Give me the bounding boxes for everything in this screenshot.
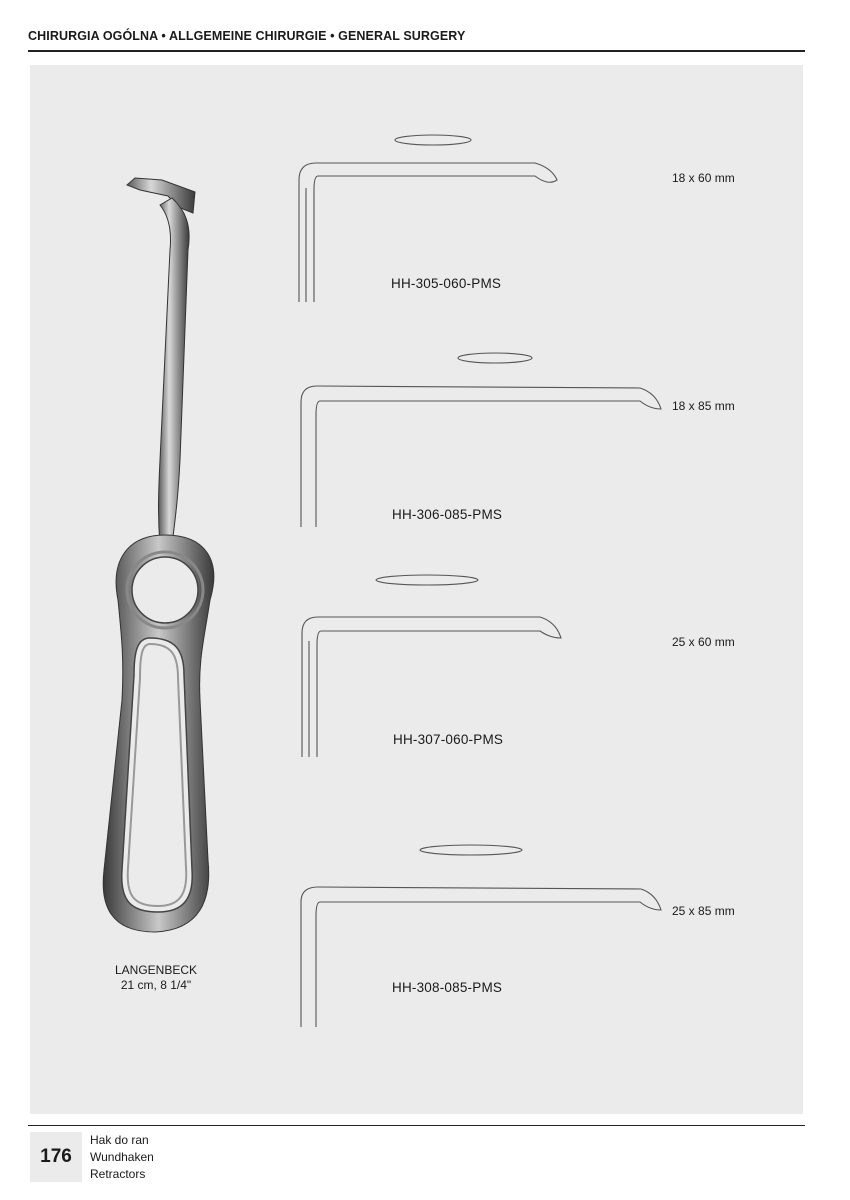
footer-title-pl: Hak do ran bbox=[90, 1133, 149, 1147]
retractor-drawing-2 bbox=[301, 353, 661, 527]
product-size-3: 25 x 60 mm bbox=[672, 635, 735, 649]
product-size-2: 18 x 85 mm bbox=[672, 399, 735, 413]
product-code-2: HH-306-085-PMS bbox=[392, 507, 503, 522]
product-code-1: HH-305-060-PMS bbox=[391, 276, 502, 291]
footer-title-de: Wundhaken bbox=[90, 1150, 154, 1164]
retractor-drawing-4 bbox=[301, 845, 661, 1027]
footer-title-en: Retractors bbox=[90, 1167, 146, 1181]
product-code-3: HH-307-060-PMS bbox=[393, 732, 504, 747]
product-size-1: 18 x 60 mm bbox=[672, 171, 735, 185]
footer-rule bbox=[28, 1125, 805, 1126]
instrument-caption bbox=[96, 963, 216, 993]
footer-titles bbox=[90, 1132, 154, 1183]
langenbeck-retractor-image bbox=[103, 178, 214, 932]
product-size-4: 25 x 85 mm bbox=[672, 904, 735, 918]
section-header: CHIRURGIA OGÓLNA • ALLGEMEINE CHIRURGIE • GENERAL SURGERY bbox=[28, 29, 466, 43]
retractor-drawing-3 bbox=[302, 575, 561, 757]
page-number: 176 bbox=[30, 1132, 82, 1182]
product-code-4: HH-308-085-PMS bbox=[392, 980, 503, 995]
instrument-name: LANGENBECK bbox=[114, 963, 198, 977]
instrument-length: 21 cm, 8 1/4" bbox=[120, 978, 192, 992]
